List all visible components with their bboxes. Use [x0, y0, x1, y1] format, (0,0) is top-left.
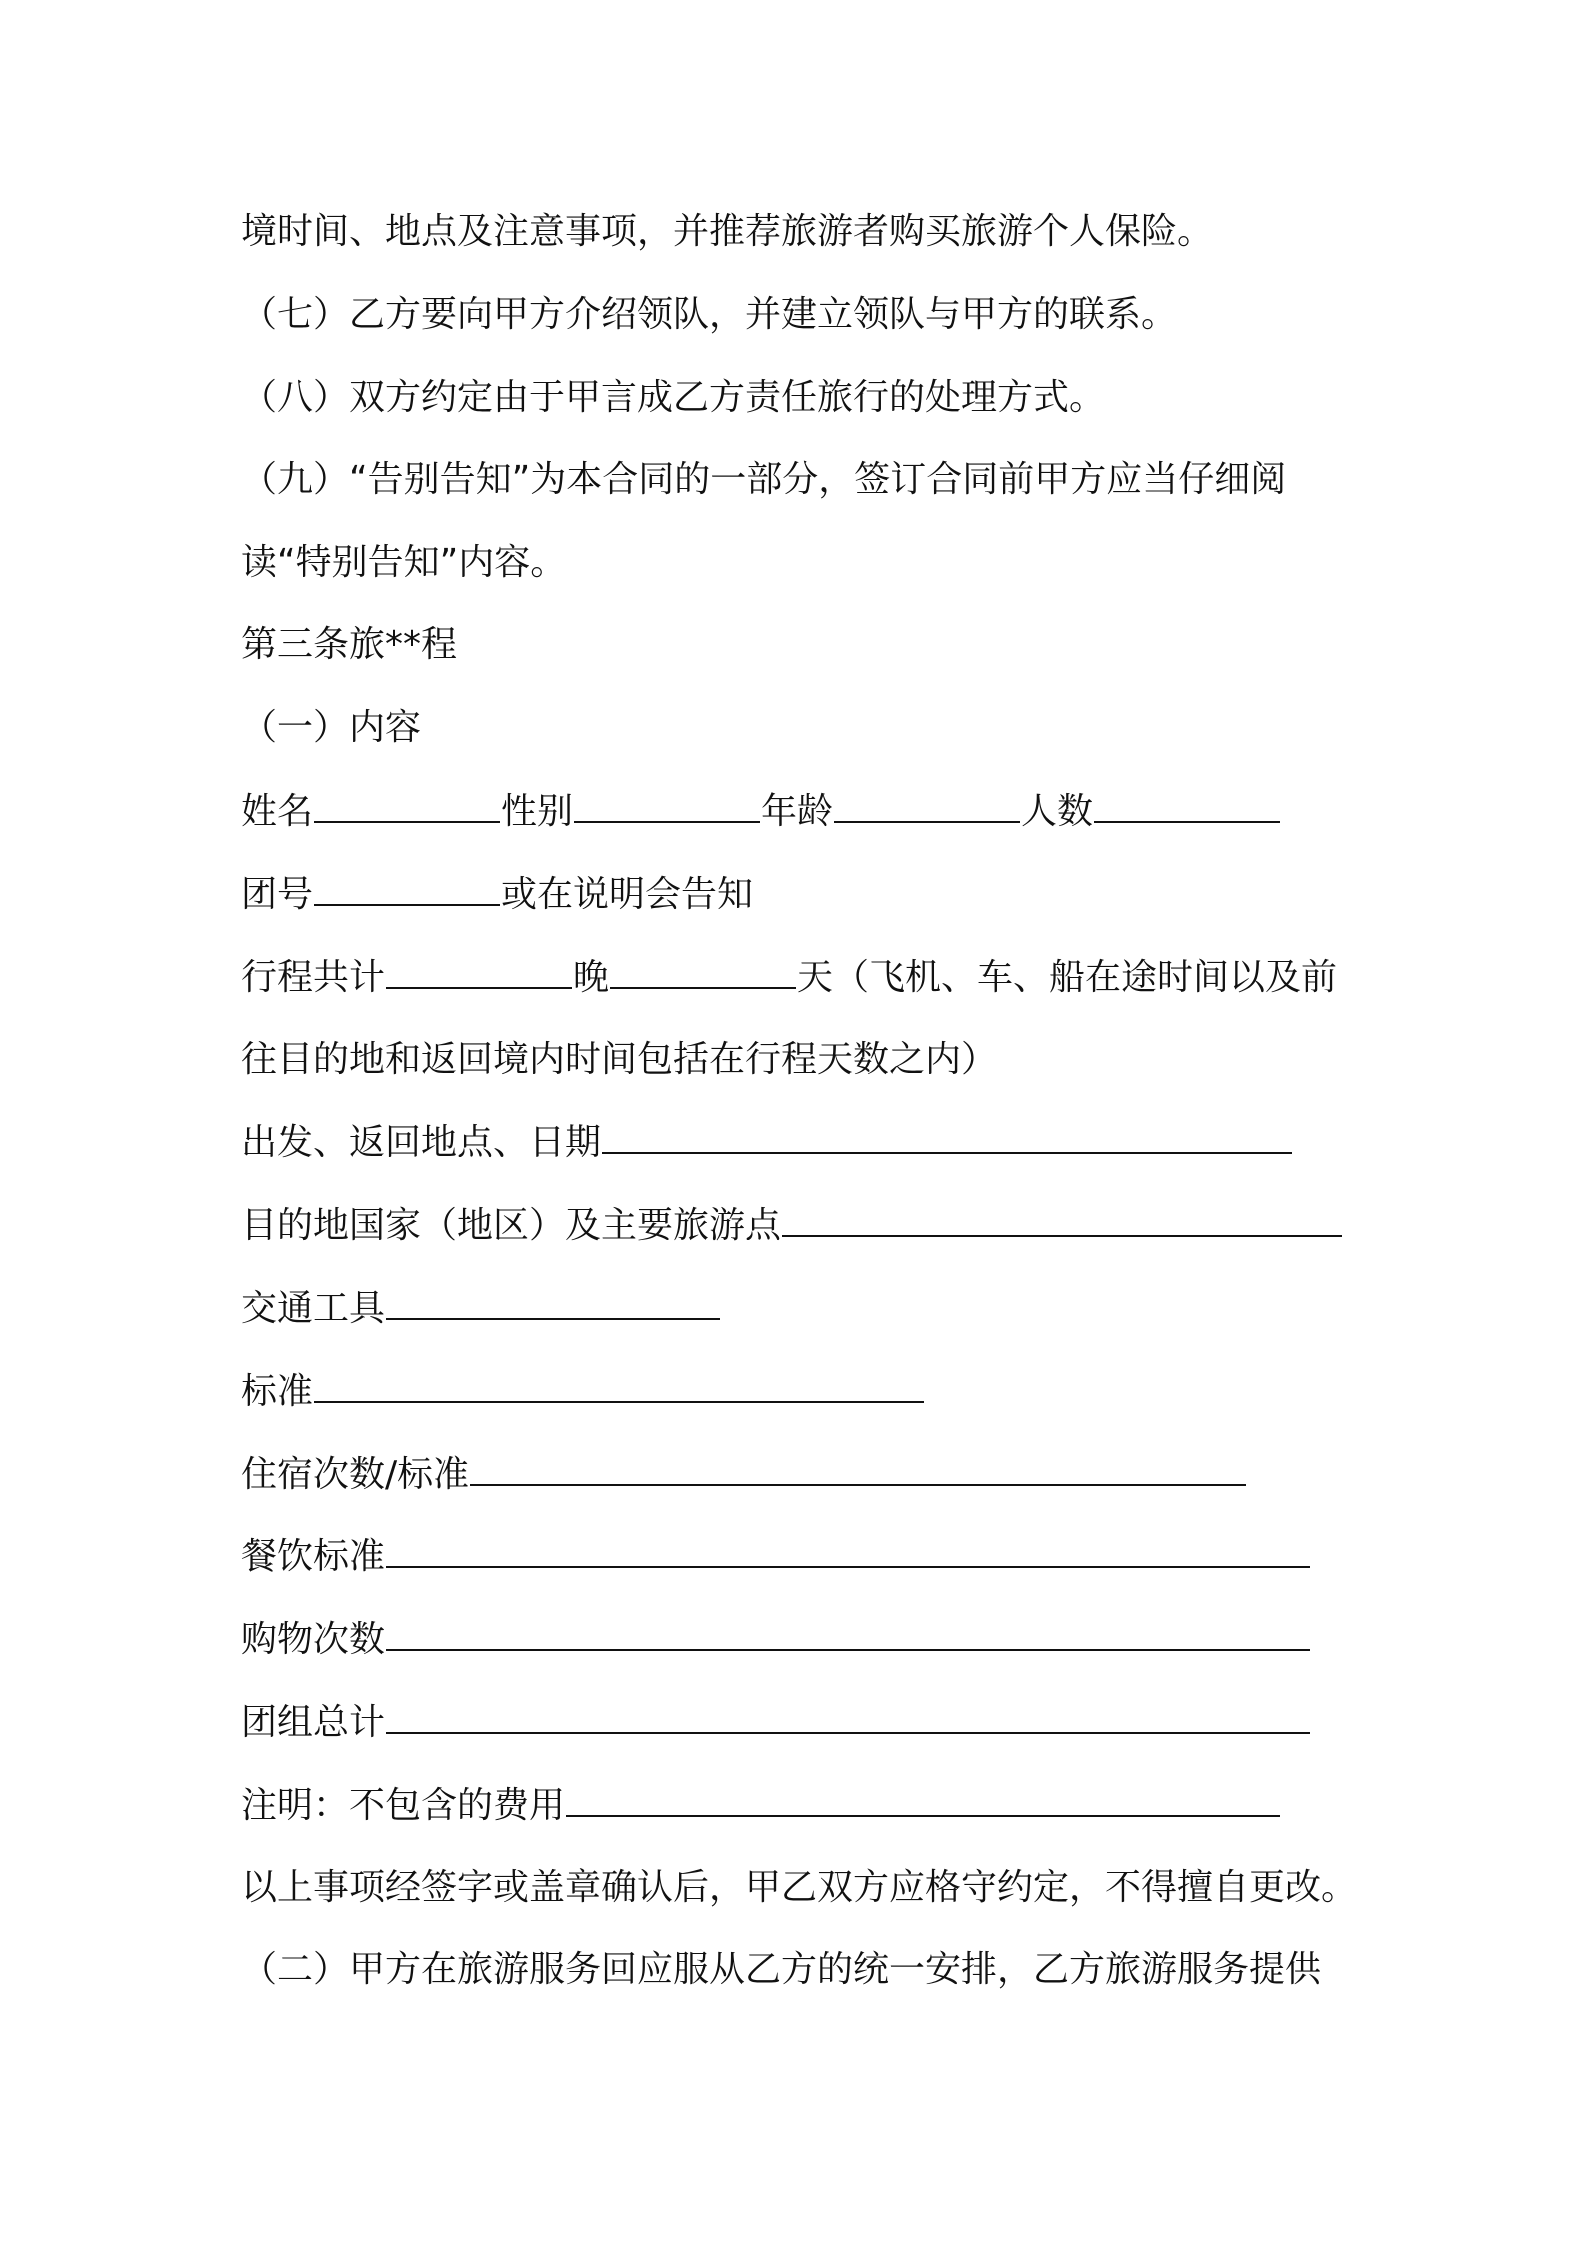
age-label: 年龄: [761, 791, 834, 832]
destination-label: 目的地国家（地区）及主要旅游点: [241, 1205, 782, 1246]
nights-field[interactable]: [610, 953, 796, 989]
itinerary-field[interactable]: [386, 953, 572, 989]
name-field[interactable]: [314, 787, 500, 823]
clause-8: （八）双方约定由于甲言成乙方责任旅行的处理方式。: [241, 377, 1106, 418]
name-label: 姓名: [241, 791, 314, 832]
transport-field[interactable]: [386, 1284, 720, 1320]
itinerary-note: 往目的地和返回境内时间包括在行程天数之内）: [241, 1039, 998, 1080]
group-field[interactable]: [314, 870, 500, 906]
form-row-itinerary: [241, 953, 1337, 1001]
article-3-heading: 第三条旅**程: [241, 624, 458, 665]
section-2-text: （二）甲方在旅游服务回应服从乙方的统一安排，乙方旅游服务提供: [241, 1949, 1322, 1990]
text-line: 读“特别告知”内容。: [241, 542, 567, 583]
excluded-field[interactable]: [566, 1781, 1280, 1817]
form-row-departure: [241, 1118, 1293, 1166]
gender-label: 性别: [501, 791, 574, 832]
shopping-label: 购物次数: [241, 1619, 386, 1660]
destination-field[interactable]: [782, 1201, 1342, 1237]
clause-9: （九）“告别告知”为本合同的一部分，签订合同前甲方应当仔细阅: [241, 459, 1287, 500]
nights-label: 晚: [573, 957, 610, 998]
group-label: 团号: [241, 874, 314, 915]
form-row-group: [241, 870, 753, 918]
dining-label: 餐饮标准: [241, 1536, 386, 1577]
departure-field[interactable]: [602, 1118, 1292, 1154]
text-line: 境时间、地点及注意事项，并推荐旅游者购买旅游个人保险。: [241, 211, 1214, 252]
form-row-transport: [241, 1284, 721, 1332]
form-row-total: [241, 1698, 1311, 1746]
closing-line: 以上事项经签字或盖章确认后，甲乙双方应格守约定，不得擅自更改。: [241, 1867, 1358, 1908]
itinerary-label: 行程共计: [241, 957, 386, 998]
total-field[interactable]: [386, 1698, 1310, 1734]
lodging-label: 住宿次数/标准: [241, 1454, 470, 1495]
section-1-heading: （一）内容: [241, 707, 422, 748]
gender-field[interactable]: [574, 787, 760, 823]
form-row-personal: [241, 787, 1281, 835]
form-row-dining: [241, 1532, 1311, 1580]
departure-label: 出发、返回地点、日期: [241, 1122, 602, 1163]
clause-7: （七）乙方要向甲方介绍领队，并建立领队与甲方的联系。: [241, 294, 1178, 335]
age-field[interactable]: [834, 787, 1020, 823]
days-label: 天（飞机、车、船在途时间以及前: [797, 957, 1338, 998]
count-label: 人数: [1021, 791, 1094, 832]
dining-field[interactable]: [386, 1532, 1310, 1568]
form-row-destination: [241, 1201, 1343, 1249]
shopping-field[interactable]: [386, 1615, 1310, 1651]
lodging-field[interactable]: [470, 1450, 1246, 1486]
standard-label: 标准: [241, 1371, 314, 1412]
form-row-lodging: [241, 1450, 1247, 1498]
total-label: 团组总计: [241, 1702, 386, 1743]
form-row-excluded: [241, 1781, 1281, 1829]
excluded-label: 注明：不包含的费用: [241, 1785, 566, 1826]
form-row-standard: [241, 1367, 925, 1415]
form-row-shopping: [241, 1615, 1311, 1663]
count-field[interactable]: [1094, 787, 1280, 823]
transport-label: 交通工具: [241, 1288, 386, 1329]
group-suffix: 或在说明会告知: [501, 874, 754, 915]
standard-field[interactable]: [314, 1367, 924, 1403]
